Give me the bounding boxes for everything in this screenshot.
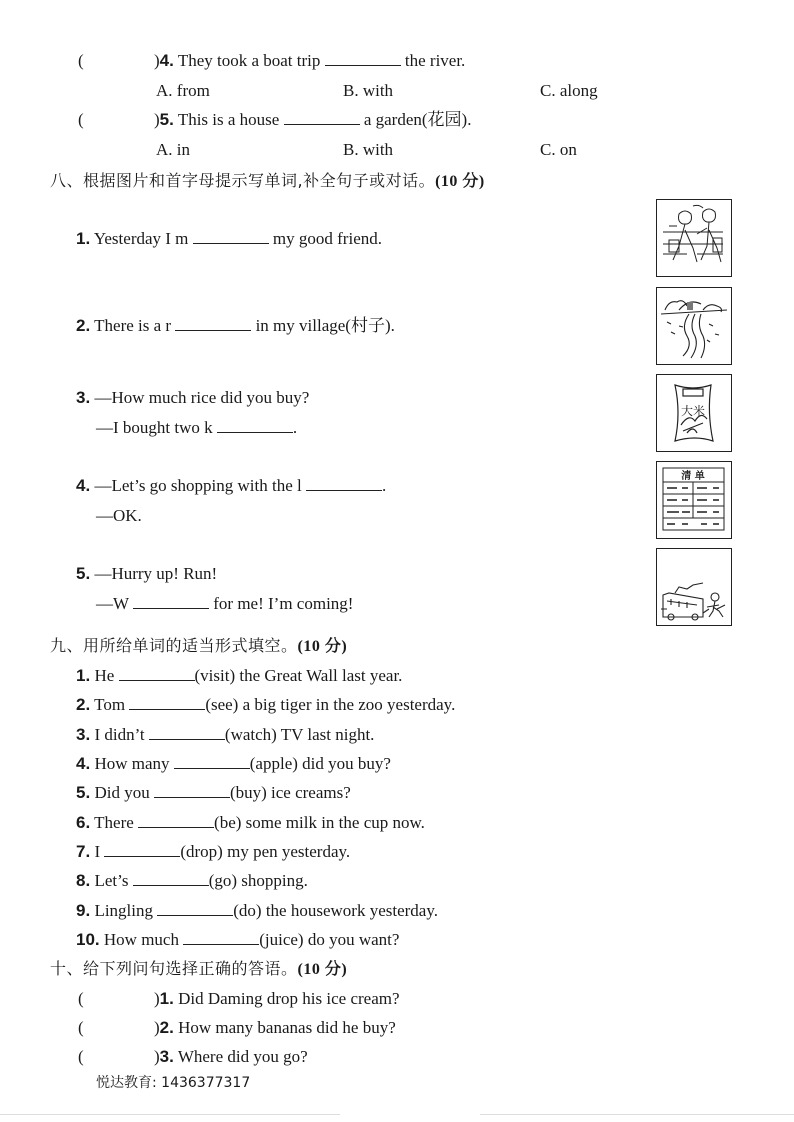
question-text-before: They took a boat trip — [177, 51, 321, 70]
paren-open: ( — [78, 51, 84, 70]
answer-paren[interactable] — [78, 50, 154, 72]
friends-meeting-drawing — [657, 200, 730, 275]
question-number: 2. — [76, 316, 91, 335]
question-number: 1. — [159, 989, 174, 1008]
answer-paren[interactable] — [78, 1017, 154, 1039]
question-number: 3. — [76, 725, 91, 744]
river-illustration — [656, 287, 732, 365]
option-c: C. along — [540, 81, 598, 100]
question-text-after: . — [381, 476, 387, 495]
question-text-after: (buy) ice creams? — [229, 783, 351, 802]
section8-question-5 — [76, 563, 217, 585]
answer-blank[interactable] — [129, 694, 205, 710]
section-title: 十、给下列问句选择正确的答语。 — [50, 959, 298, 978]
section9-question — [76, 929, 399, 951]
shopping-list-drawing — [657, 462, 730, 537]
section8-question-3 — [76, 387, 309, 409]
question-text-before: This is a house — [177, 110, 280, 129]
question-text-after: (go) shopping. — [208, 871, 308, 890]
question-number: 10. — [76, 930, 100, 949]
answer-blank[interactable] — [175, 315, 251, 331]
answer-blank[interactable] — [306, 475, 382, 491]
question-number: 8. — [76, 871, 91, 890]
section8-question-3-answer — [96, 417, 297, 439]
answer-blank[interactable] — [193, 228, 269, 244]
section9-question — [76, 812, 425, 834]
paren-open: ( — [78, 110, 84, 129]
option-b: B. with — [343, 81, 394, 100]
question-number: 4. — [159, 51, 174, 70]
section-points: (10 分) — [435, 173, 485, 190]
question-text-before: I didn’t — [94, 725, 145, 744]
answer-blank[interactable] — [174, 753, 250, 769]
section-points: (10 分) — [297, 961, 348, 978]
answer-blank[interactable] — [119, 665, 195, 681]
section8-question-2 — [76, 315, 395, 337]
section-9-heading — [50, 635, 347, 658]
question-text-before: Let’s — [94, 871, 129, 890]
question-text-after: (do) the housework yesterday. — [233, 901, 438, 920]
question-text: —How much rice did you buy? — [94, 388, 310, 407]
section-title: 九、用所给单词的适当形式填空。 — [50, 636, 298, 655]
question-text-after: (visit) the Great Wall last year. — [194, 666, 403, 685]
question-text-after: in my village(村子). — [255, 316, 395, 335]
section9-question — [76, 665, 402, 687]
rice-bag-drawing — [657, 375, 730, 450]
question-text-before: Did you — [94, 783, 150, 802]
answer-blank[interactable] — [149, 724, 225, 740]
section9-question — [76, 724, 374, 746]
section9-question — [76, 782, 351, 804]
question-text: Did Daming drop his ice cream? — [178, 989, 400, 1008]
answer-blank[interactable] — [133, 593, 209, 609]
question-text-before: Yesterday I m — [93, 229, 189, 248]
question-number: 4. — [76, 754, 91, 773]
shopping-list-illustration — [656, 461, 732, 539]
section9-question — [76, 694, 455, 716]
section10-question-2 — [78, 1017, 396, 1039]
shopping-list-title: 清 单 — [681, 471, 705, 482]
bus-running-drawing — [657, 549, 730, 624]
bus-running-illustration — [656, 548, 732, 626]
friends-meeting-illustration — [656, 199, 732, 277]
section9-question — [76, 841, 350, 863]
question-number: 1. — [76, 666, 91, 685]
section8-question-4-answer — [96, 505, 142, 527]
section9-question — [76, 900, 438, 922]
answer-blank[interactable] — [325, 50, 401, 66]
question-text-after: (juice) do you want? — [259, 930, 400, 949]
page-bottom-rule-left — [0, 1114, 340, 1115]
answer-paren[interactable] — [78, 1046, 154, 1068]
section9-question — [76, 870, 308, 892]
question-text-before: Tom — [94, 695, 126, 714]
question-7-5 — [78, 109, 471, 131]
question-7-4 — [78, 50, 465, 72]
question-text-before: —I bought two k — [96, 418, 213, 437]
section-10-heading — [50, 958, 347, 981]
question-text-after: (see) a big tiger in the zoo yesterday. — [205, 695, 456, 714]
question-text-before: He — [94, 666, 115, 685]
question-number: 9. — [76, 901, 91, 920]
section10-question-3 — [78, 1046, 308, 1068]
question-text-after: (watch) TV last night. — [224, 725, 375, 744]
paren-close: ) — [154, 110, 160, 129]
option-a: A. in — [156, 140, 190, 159]
section8-question-4 — [76, 475, 386, 497]
section10-question-1 — [78, 988, 400, 1010]
answer-blank[interactable] — [154, 782, 230, 798]
option-c: C. on — [540, 140, 577, 159]
paren-close: ) — [154, 1018, 160, 1037]
answer-blank[interactable] — [133, 870, 209, 886]
question-number: 3. — [76, 388, 91, 407]
river-drawing — [657, 288, 730, 363]
answer-blank[interactable] — [157, 900, 233, 916]
answer-paren[interactable] — [78, 988, 154, 1010]
answer-blank[interactable] — [104, 841, 180, 857]
option-b: B. with — [343, 140, 394, 159]
rice-bag-label: 大米 — [680, 404, 706, 418]
paren-close: ) — [154, 51, 160, 70]
question-number: 2. — [159, 1018, 174, 1037]
question-number: 5. — [159, 110, 174, 129]
option-a: A. from — [156, 81, 210, 100]
question-text-after: (apple) did you buy? — [249, 754, 391, 773]
question-text-before: I — [94, 842, 101, 861]
question-number: 3. — [159, 1047, 174, 1066]
question-number: 5. — [76, 783, 91, 802]
paren-open: ( — [78, 989, 84, 1008]
page-bottom-rule-right — [480, 1114, 794, 1115]
paren-open: ( — [78, 1047, 84, 1066]
question-number: 5. — [76, 564, 91, 583]
answer-paren[interactable] — [78, 109, 154, 131]
question-number: 7. — [76, 842, 91, 861]
paren-close: ) — [154, 989, 160, 1008]
section9-question — [76, 753, 391, 775]
answer-blank[interactable] — [284, 109, 360, 125]
footer-contact: 悦达教育: 1436377317 — [96, 1075, 251, 1091]
question-text: —OK. — [96, 506, 142, 525]
question-text-before: —W — [96, 594, 129, 613]
question-text-after: my good friend. — [272, 229, 382, 248]
paren-open: ( — [78, 1018, 84, 1037]
question-text-after: the river. — [404, 51, 466, 70]
question-text-before: There — [94, 813, 134, 832]
answer-blank[interactable] — [138, 812, 214, 828]
question-text-before: —Let’s go shopping with the l — [94, 476, 302, 495]
question-text: How many bananas did he buy? — [178, 1018, 396, 1037]
answer-blank[interactable] — [217, 417, 293, 433]
question-text-before: How much — [103, 930, 179, 949]
section-title: 八、根据图片和首字母提示写单词,补全句子或对话。 — [50, 171, 436, 190]
question-text-after: (be) some milk in the cup now. — [214, 813, 425, 832]
question-text: Where did you go? — [177, 1047, 308, 1066]
question-text-before: How many — [94, 754, 170, 773]
section-points: (10 分) — [297, 638, 348, 655]
question-text-after: a garden(花园). — [363, 110, 472, 129]
question-number: 1. — [76, 229, 91, 248]
question-number: 2. — [76, 695, 91, 714]
question-text-after: (drop) my pen yesterday. — [180, 842, 351, 861]
section-8-heading — [50, 170, 485, 193]
section8-question-1 — [76, 228, 382, 250]
answer-blank[interactable] — [183, 929, 259, 945]
rice-bag-illustration — [656, 374, 732, 452]
paren-close: ) — [154, 1047, 160, 1066]
question-number: 4. — [76, 476, 91, 495]
question-number: 6. — [76, 813, 91, 832]
question-text-before: Lingling — [94, 901, 153, 920]
question-text-before: There is a r — [94, 316, 172, 335]
question-text-after: . — [292, 418, 298, 437]
question-text-after: for me! I’m coming! — [213, 594, 354, 613]
section8-question-5-answer — [96, 593, 353, 615]
question-text: —Hurry up! Run! — [94, 564, 218, 583]
